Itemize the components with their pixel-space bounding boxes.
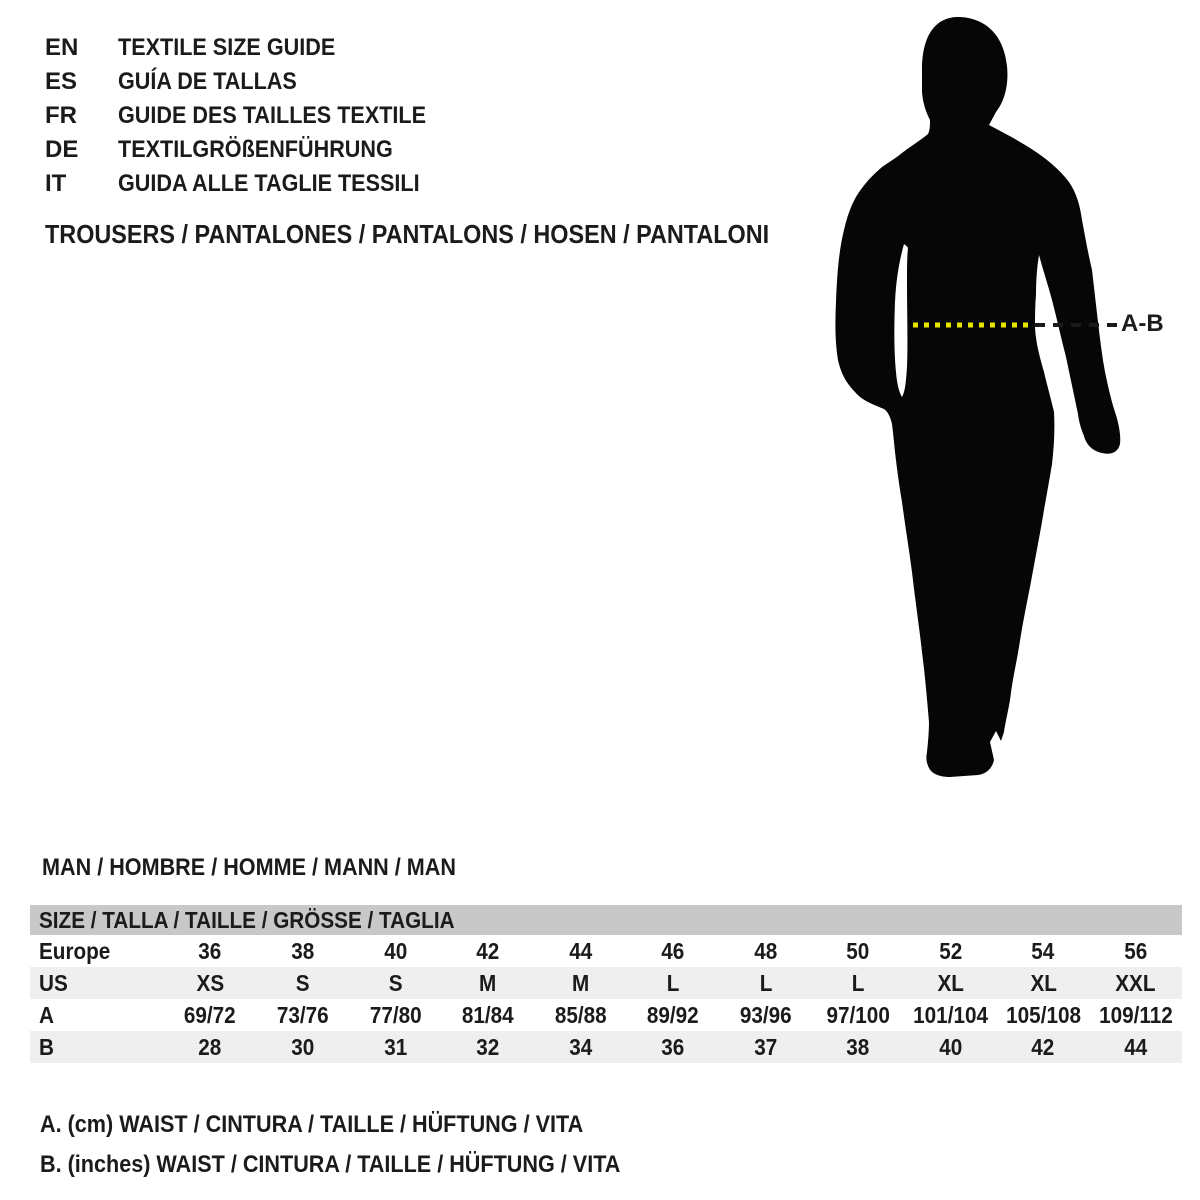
table-row-a-cm <box>30 999 1182 1031</box>
row-label: Europe <box>39 938 111 964</box>
size-cell: 85/88 <box>554 1002 607 1028</box>
size-cell: 37 <box>754 1034 778 1060</box>
row-label: A <box>39 1002 54 1028</box>
size-cell: 44 <box>1124 1034 1148 1060</box>
size-cell: 77/80 <box>369 1002 422 1028</box>
language-row-es <box>45 65 460 99</box>
size-cell: 54 <box>1031 938 1055 964</box>
man-silhouette-figure <box>830 12 1180 790</box>
size-cell: 101/104 <box>913 1002 989 1028</box>
size-cell: 97/100 <box>826 1002 890 1028</box>
footnote-a: A. (cm) WAIST / CINTURA / TAILLE / HÜFTUNG / VITA <box>40 1111 584 1138</box>
size-cell: 36 <box>661 1034 685 1060</box>
section-title-man: MAN / HOMBRE / HOMME / MANN / MAN <box>42 854 456 881</box>
size-cell: 48 <box>754 938 778 964</box>
size-cell: 56 <box>1124 938 1148 964</box>
language-title: GUIDA ALLE TAGLIE TESSILI <box>118 170 420 197</box>
measure-label: A-B <box>1121 310 1164 337</box>
language-code: DE <box>45 136 79 163</box>
language-row-fr <box>45 99 460 133</box>
size-cell: 40 <box>383 938 407 964</box>
man-silhouette-shape <box>835 17 1120 777</box>
size-cell: 32 <box>476 1034 500 1060</box>
size-table <box>30 905 1182 1063</box>
size-cell: 40 <box>939 1034 963 1060</box>
row-label: US <box>39 970 68 996</box>
language-row-de <box>45 133 460 167</box>
language-title: GUÍA DE TALLAS <box>118 68 297 95</box>
language-row-en <box>45 31 460 65</box>
size-cell: L <box>666 970 680 996</box>
size-cell: 69/72 <box>184 1002 237 1028</box>
language-row-it <box>45 167 460 201</box>
size-cell: L <box>851 970 865 996</box>
size-cell: XL <box>1029 970 1057 996</box>
size-cell: XXL <box>1115 970 1156 996</box>
size-cell: 50 <box>846 938 870 964</box>
table-row-b-inches <box>30 1031 1182 1063</box>
language-code: FR <box>45 102 77 129</box>
size-cell: S <box>388 970 403 996</box>
language-title: TEXTILGRÖßENFÜHRUNG <box>118 136 393 163</box>
size-cell: 73/76 <box>276 1002 329 1028</box>
size-cell: M <box>571 970 590 996</box>
table-header: SIZE / TALLA / TAILLE / GRÖSSE / TAGLIA <box>30 905 1182 935</box>
size-cell: 31 <box>383 1034 407 1060</box>
size-cell: 30 <box>291 1034 315 1060</box>
footnotes <box>40 1105 685 1185</box>
size-cell: 105/108 <box>1005 1002 1081 1028</box>
row-label: B <box>39 1034 54 1060</box>
size-cell: 28 <box>198 1034 222 1060</box>
size-cell: 89/92 <box>647 1002 699 1028</box>
size-cell: 81/84 <box>462 1002 514 1028</box>
size-cell: 42 <box>1031 1034 1055 1060</box>
size-cell: L <box>759 970 772 996</box>
size-cell: XL <box>937 970 964 996</box>
size-cell: 46 <box>661 938 685 964</box>
size-cell: 93/96 <box>739 1002 792 1028</box>
language-title: TEXTILE SIZE GUIDE <box>118 34 336 61</box>
size-cell: 38 <box>291 938 315 964</box>
language-code: ES <box>45 68 78 95</box>
table-row-us <box>30 967 1182 999</box>
size-cell: 109/112 <box>1098 1002 1173 1028</box>
table-row-europe <box>30 935 1182 967</box>
language-code: EN <box>45 34 79 61</box>
size-cell: 38 <box>846 1034 870 1060</box>
language-list <box>45 31 460 201</box>
size-cell: 52 <box>939 938 963 964</box>
size-cell: 44 <box>568 938 592 964</box>
language-title: GUIDE DES TAILLES TEXTILE <box>118 102 427 129</box>
size-cell: XS <box>196 970 225 996</box>
size-cell: 36 <box>198 938 222 964</box>
footnote-b: B. (inches) WAIST / CINTURA / TAILLE / HÜFTUNG / VITA <box>40 1151 621 1178</box>
category-title: TROUSERS / PANTALONES / PANTALONS / HOSEN / PANTALONI <box>45 219 770 249</box>
size-cell: S <box>295 970 310 996</box>
size-cell: M <box>479 970 497 996</box>
size-cell: 42 <box>476 938 500 964</box>
language-code: IT <box>45 170 67 197</box>
size-cell: 34 <box>568 1034 592 1060</box>
